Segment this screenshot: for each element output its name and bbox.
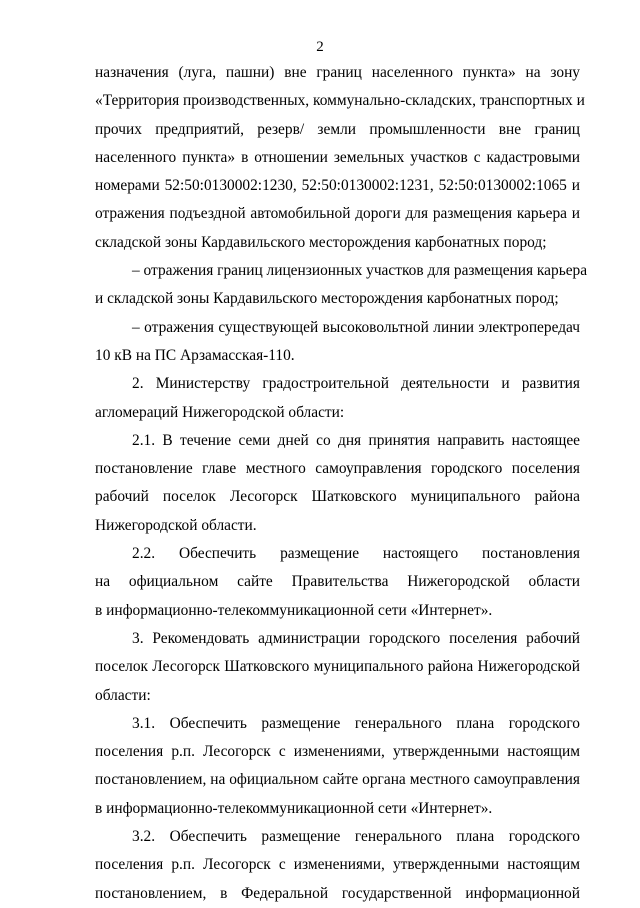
text-line: Нижегородской области.: [95, 516, 257, 534]
text-line: номерами 52:50:0130002:1230, 52:50:0130002:1231, 52:50:0130002:1065 и: [95, 177, 580, 195]
document-body: [95, 59, 588, 908]
text-line: постановление главе местного самоуправления городского поселения: [95, 460, 580, 478]
text-line: «Территория производственных, коммунально-складских, транспортных и: [95, 92, 585, 110]
text-line: агломераций Нижегородской области:: [95, 403, 345, 421]
text-line: постановлением, в Федеральной государственной информационной: [95, 884, 580, 902]
text-line: поселок Лесогорск Шатковского муниципального района Нижегородской: [95, 658, 580, 676]
paragraph-first-line: 2.2. Обеспечить размещение настоящего постановления: [132, 545, 580, 563]
text-line: поселения р.п. Лесогорск с изменениями, утвержденными настоящим: [95, 743, 580, 761]
text-line: поселения р.п. Лесогорск с изменениями, утвержденными настоящим: [95, 856, 580, 874]
text-line: 10 кВ на ПС Арзамасская-110.: [95, 346, 295, 364]
text-line: назначения (луга, пашни) вне границ населенного пункта» на зону: [95, 64, 580, 81]
page-number: 2: [316, 39, 324, 55]
text-line: в информационно-телекоммуникационной сети «Интернет».: [95, 799, 493, 817]
text-line: отражения подъездной автомобильной дороги для размещения карьера и: [95, 205, 580, 223]
text-line: на официальном сайте Правительства Нижегородской области: [95, 573, 580, 591]
paragraph-first-line: 3.2. Обеспечить размещение генерального плана городского: [132, 828, 580, 846]
paragraph-first-line: 3.1. Обеспечить размещение генерального плана городского: [132, 714, 580, 732]
text-line: прочих предприятий, резерв/ земли промышленности вне границ: [95, 120, 580, 138]
paragraph-first-line: 2. Министерству градостроительной деятельности и развития: [132, 375, 580, 393]
text-line: рабочий поселок Лесогорск Шатковского муниципального района: [95, 488, 580, 506]
text-line: области:: [95, 686, 151, 704]
text-line: постановлением, на официальном сайте органа местного самоуправления: [95, 771, 580, 789]
paragraph-first-line: – отражения существующей высоковольтной линии электропередач: [132, 318, 580, 336]
paragraph-first-line: 2.1. В течение семи дней со дня принятия направить настоящее: [132, 431, 580, 449]
text-line: населенного пункта» в отношении земельных участков с кадастровыми: [95, 148, 580, 166]
text-line: и складской зоны Кардавильского месторождения карбонатных пород;: [95, 290, 559, 308]
text-line: складской зоны Кардавильского месторождения карбонатных пород;: [95, 233, 547, 251]
paragraph-first-line: – отражения границ лицензионных участков для размещения карьера: [132, 262, 588, 280]
text-line: в информационно-телекоммуникационной сети «Интернет».: [95, 601, 493, 619]
paragraph-first-line: 3. Рекомендовать администрации городского поселения рабочий: [132, 629, 580, 647]
